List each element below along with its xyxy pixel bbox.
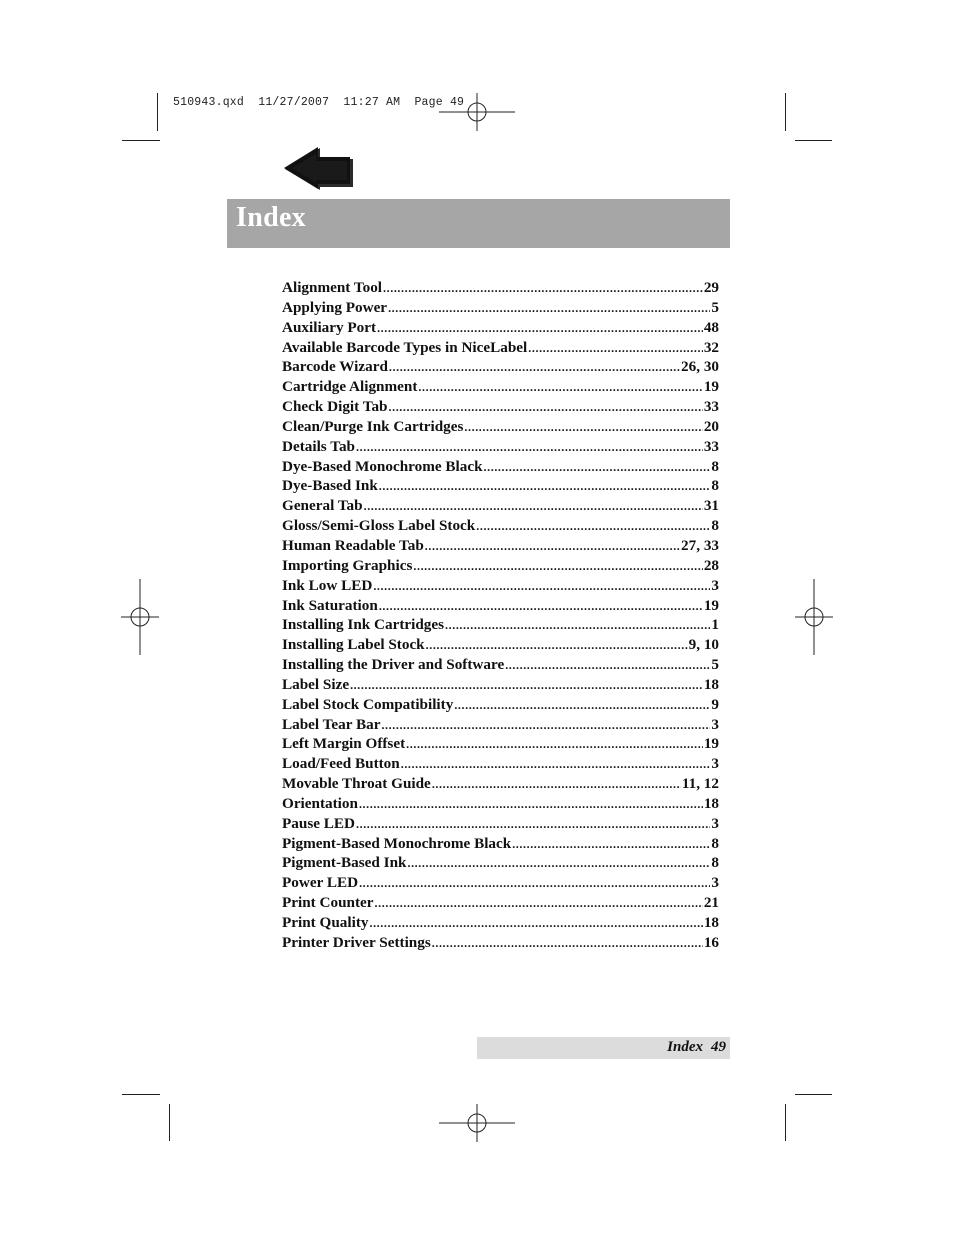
index-page-ref: 9	[711, 695, 719, 713]
crop-mark	[169, 1104, 170, 1141]
index-entry	[282, 378, 719, 398]
index-term: Left Margin Offset	[282, 735, 406, 753]
dot-leader	[359, 876, 710, 891]
index-term: Dye-Based Ink	[282, 477, 378, 495]
index-page-ref: 8	[711, 457, 719, 475]
crop-mark	[795, 140, 832, 141]
index-term: Label Size	[282, 675, 350, 693]
index-term: Check Digit Tab	[282, 398, 388, 416]
index-term: Importing Graphics	[282, 556, 413, 574]
index-entry	[282, 934, 719, 954]
index-term: Pigment-Based Ink	[282, 854, 407, 872]
index-page-ref: 21	[703, 894, 719, 912]
crop-mark	[122, 1094, 160, 1095]
dot-leader	[377, 321, 703, 336]
index-term: Installing Label Stock	[282, 636, 425, 654]
index-term: Pigment-Based Monochrome Black	[282, 834, 512, 852]
index-term: Alignment Tool	[282, 279, 383, 296]
index-page-ref: 32	[703, 338, 719, 356]
dot-leader	[383, 281, 703, 296]
index-page-ref: 31	[703, 497, 719, 515]
index-page-ref: 11, 12	[681, 775, 719, 793]
dot-leader	[364, 499, 703, 514]
index-page-ref: 33	[703, 437, 719, 455]
index-entry	[282, 854, 719, 874]
index-page-ref: 16	[703, 933, 719, 951]
index-term: Orientation	[282, 794, 358, 812]
index-page-ref: 18	[703, 675, 719, 693]
dot-leader	[445, 618, 710, 633]
index-page-ref: 20	[703, 417, 719, 435]
index-term: Pause LED	[282, 814, 355, 832]
index-term: Applying Power	[282, 298, 388, 316]
footer-bar	[477, 1037, 730, 1059]
index-term: Label Stock Compatibility	[282, 695, 454, 713]
dot-leader	[389, 360, 680, 375]
dot-leader	[407, 856, 710, 871]
dot-leader	[406, 737, 703, 752]
dot-leader	[356, 440, 703, 455]
index-term: Barcode Wizard	[282, 358, 388, 376]
index-page-ref: 8	[711, 834, 719, 852]
dot-leader	[432, 777, 681, 792]
index-entry	[282, 438, 719, 458]
index-term: Clean/Purge Ink Cartridges	[282, 417, 464, 435]
index-list	[282, 279, 719, 954]
dot-leader	[369, 916, 702, 931]
index-page-ref: 3	[711, 814, 719, 832]
dot-leader	[359, 797, 703, 812]
index-page-ref: 1	[711, 616, 719, 634]
index-term: Printer Driver Settings	[282, 933, 431, 951]
index-page-ref: 3	[711, 576, 719, 594]
index-term: Power LED	[282, 874, 359, 892]
crop-mark	[785, 93, 786, 131]
crop-mark	[795, 1094, 832, 1095]
index-entry	[282, 775, 719, 795]
dot-leader	[375, 896, 703, 911]
footer-section: Index	[667, 1039, 703, 1055]
index-term: Available Barcode Types in NiceLabel	[282, 338, 528, 356]
index-page-ref: 29	[703, 279, 719, 296]
dot-leader	[401, 757, 711, 772]
index-entry	[282, 319, 719, 339]
dot-leader	[389, 400, 703, 415]
dot-leader	[512, 837, 710, 852]
dot-leader	[425, 539, 680, 554]
index-page-ref: 8	[711, 854, 719, 872]
index-entry	[282, 358, 719, 378]
dot-leader	[356, 817, 710, 832]
footer-label	[667, 1039, 726, 1056]
index-page-ref: 5	[711, 656, 719, 674]
index-entry	[282, 755, 719, 775]
index-entry	[282, 914, 719, 934]
index-entry	[282, 537, 719, 557]
registration-mark-icon	[439, 1104, 515, 1142]
index-entry	[282, 616, 719, 636]
index-page-ref: 3	[711, 874, 719, 892]
dot-leader	[464, 420, 702, 435]
index-entry	[282, 716, 719, 736]
index-entry	[282, 815, 719, 835]
index-page-ref: 3	[711, 755, 719, 773]
index-page-ref: 3	[711, 715, 719, 733]
index-page-ref: 18	[703, 794, 719, 812]
print-slug: 510943.qxd 11/27/2007 11:27 AM Page 49	[173, 96, 465, 109]
index-entry	[282, 339, 719, 359]
dot-leader	[484, 460, 711, 475]
index-term: Print Counter	[282, 894, 374, 912]
index-page-ref: 8	[711, 517, 719, 535]
index-page-ref: 27, 33	[681, 536, 719, 554]
dot-leader	[350, 678, 703, 693]
index-page-ref: 18	[703, 914, 719, 931]
dot-leader	[373, 579, 710, 594]
index-term: Details Tab	[282, 437, 356, 455]
index-term: Load/Feed Button	[282, 755, 400, 773]
index-term: Installing the Driver and Software	[282, 656, 505, 674]
index-entry	[282, 656, 719, 676]
index-entry	[282, 517, 719, 537]
index-entry	[282, 636, 719, 656]
index-entry	[282, 477, 719, 497]
index-entry	[282, 597, 719, 617]
index-term: Auxiliary Port	[282, 318, 377, 336]
dot-leader	[454, 698, 710, 713]
index-term: Installing Ink Cartridges	[282, 616, 445, 634]
index-page-ref: 28	[703, 556, 719, 574]
index-page-ref: 19	[703, 378, 719, 396]
index-page-ref: 8	[711, 477, 719, 495]
index-entry	[282, 497, 719, 517]
footer-page-number: 49	[711, 1039, 726, 1055]
index-page-ref: 5	[711, 298, 719, 316]
index-term: Human Readable Tab	[282, 536, 424, 554]
index-page-ref: 33	[703, 398, 719, 416]
crop-mark	[122, 140, 160, 141]
index-entry	[282, 458, 719, 478]
index-term: Ink Low LED	[282, 576, 373, 594]
index-term: Print Quality	[282, 914, 369, 931]
dot-leader	[426, 638, 688, 653]
back-arrow-icon[interactable]	[282, 146, 356, 192]
index-term: Dye-Based Monochrome Black	[282, 457, 483, 475]
dot-leader	[476, 519, 710, 534]
registration-mark-icon	[795, 579, 833, 655]
index-term: Movable Throat Guide	[282, 775, 431, 793]
index-page-ref: 26, 30	[681, 358, 719, 376]
index-entry	[282, 557, 719, 577]
dot-leader	[528, 341, 703, 356]
index-entry	[282, 696, 719, 716]
index-term: Cartridge Alignment	[282, 378, 418, 396]
index-entry	[282, 299, 719, 319]
index-term: Label Tear Bar	[282, 715, 381, 733]
index-entry	[282, 735, 719, 755]
index-entry	[282, 418, 719, 438]
index-page-ref: 48	[703, 318, 719, 336]
registration-mark-icon	[121, 579, 159, 655]
index-entry	[282, 577, 719, 597]
dot-leader	[381, 718, 710, 733]
index-entry	[282, 398, 719, 418]
title-bar	[227, 199, 730, 248]
dot-leader	[505, 658, 710, 673]
index-page-ref: 19	[703, 735, 719, 753]
index-entry	[282, 874, 719, 894]
dot-leader	[432, 936, 703, 951]
index-entry	[282, 835, 719, 855]
index-page-ref: 9, 10	[688, 636, 719, 654]
page-title: Index	[236, 202, 306, 233]
index-entry	[282, 894, 719, 914]
crop-mark	[157, 93, 158, 131]
dot-leader	[379, 599, 703, 614]
index-entry	[282, 795, 719, 815]
index-entry	[282, 279, 719, 299]
index-page-ref: 19	[703, 596, 719, 614]
registration-mark-icon	[439, 93, 515, 131]
index-term: General Tab	[282, 497, 363, 515]
index-entry	[282, 676, 719, 696]
dot-leader	[418, 380, 702, 395]
index-term: Gloss/Semi-Gloss Label Stock	[282, 517, 476, 535]
index-term: Ink Saturation	[282, 596, 378, 614]
dot-leader	[379, 479, 711, 494]
crop-mark	[785, 1104, 786, 1141]
dot-leader	[413, 559, 702, 574]
dot-leader	[388, 301, 710, 316]
